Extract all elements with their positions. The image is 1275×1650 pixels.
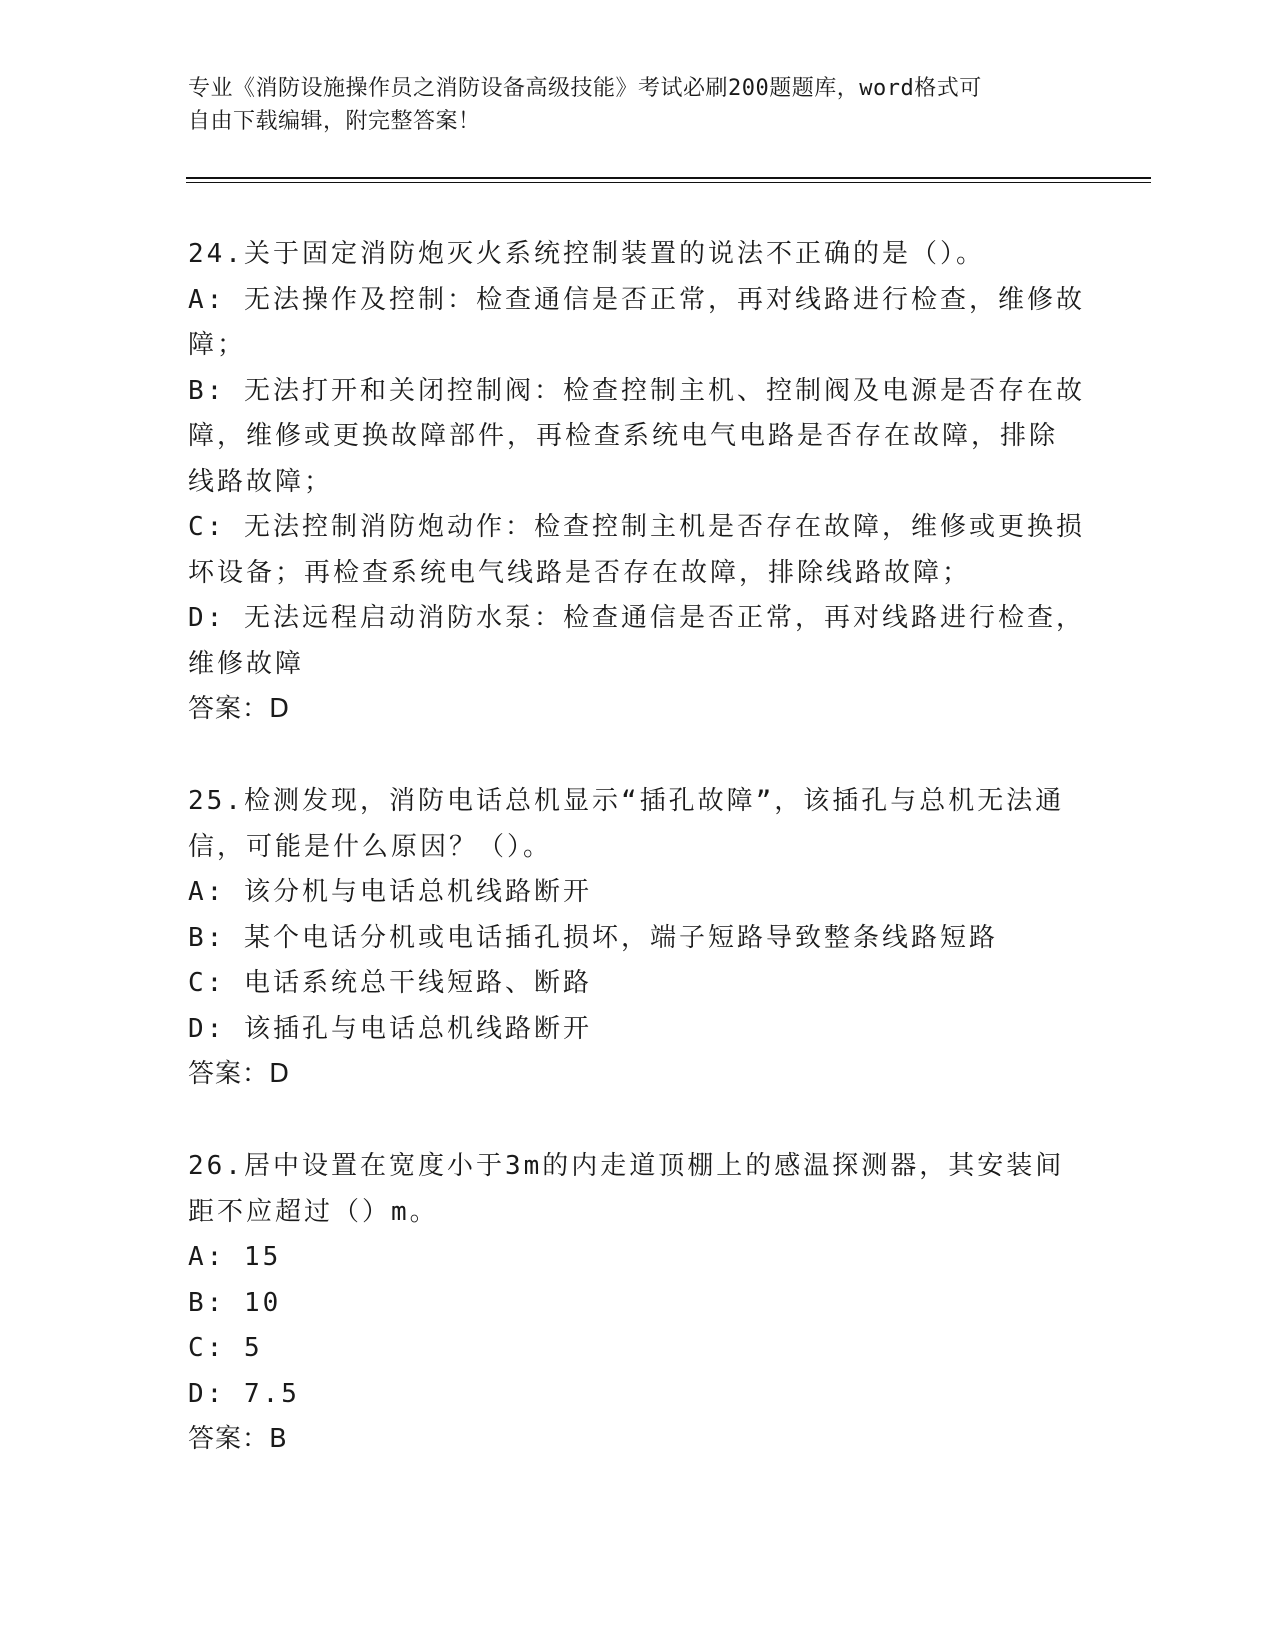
question-stem-cont: 信，可能是什么原因？（）。 [188, 831, 553, 862]
option-b-cont: 线路故障； [188, 466, 334, 497]
option-d: D: 该插孔与电话总机线路断开 [188, 1013, 592, 1044]
header-line-2: 自由下载编辑，附完整答案！ [188, 109, 481, 134]
option-b: B: 无法打开和关闭控制阀：检查控制主机、控制阀及电源是否存在故 [188, 375, 1085, 406]
option-a-cont: 障； [188, 330, 247, 360]
option-d: D: 无法远程启动消防水泵：检查通信是否正常，再对线路进行检查， [188, 603, 1085, 633]
question-stem: 25.检测发现，消防电话总机显示“插孔故障”，该插孔与总机无法通 [188, 786, 1065, 816]
header-divider [186, 177, 1151, 183]
question-stem: 24.关于固定消防炮灭火系统控制装置的说法不正确的是（）。 [188, 239, 985, 269]
header-line-1: 专业《消防设施操作员之消防设备高级技能》考试必刷200题题库，word格式可 [188, 76, 982, 101]
option-b: B: 10 [188, 1287, 282, 1318]
question-24 [188, 232, 1088, 733]
answer: 答案：D [188, 694, 291, 724]
option-b: B: 某个电话分机或电话插孔损坏，端子短路导致整条线路短路 [188, 922, 998, 953]
option-d-cont: 维修故障 [188, 648, 305, 679]
question-26 [188, 1144, 1088, 1463]
question-25 [188, 779, 1088, 1098]
option-b-cont: 障，维修或更换故障部件，再检查系统电气电路是否存在故障，排除 [188, 421, 1059, 451]
option-c: C: 无法控制消防炮动作：检查控制主机是否存在故障，维修或更换损 [188, 512, 1085, 542]
option-d: D: 7.5 [188, 1378, 300, 1409]
option-c: C: 电话系统总干线短路、断路 [188, 968, 592, 998]
answer: 答案：B [188, 1424, 288, 1454]
option-c: C: 5 [188, 1333, 263, 1363]
question-stem: 26.居中设置在宽度小于3m的内走道顶棚上的感温探测器，其安装间 [188, 1151, 1065, 1181]
option-c-cont: 坏设备；再检查系统电气线路是否存在故障，排除线路故障； [188, 557, 972, 588]
question-stem-cont: 距不应超过（）m。 [188, 1196, 439, 1227]
option-a: A: 15 [188, 1242, 282, 1272]
option-a: A: 该分机与电话总机线路断开 [188, 877, 592, 907]
document-header [188, 72, 1088, 138]
option-a: A: 无法操作及控制：检查通信是否正常，再对线路进行检查，维修故 [188, 284, 1085, 315]
answer: 答案：D [188, 1059, 291, 1089]
